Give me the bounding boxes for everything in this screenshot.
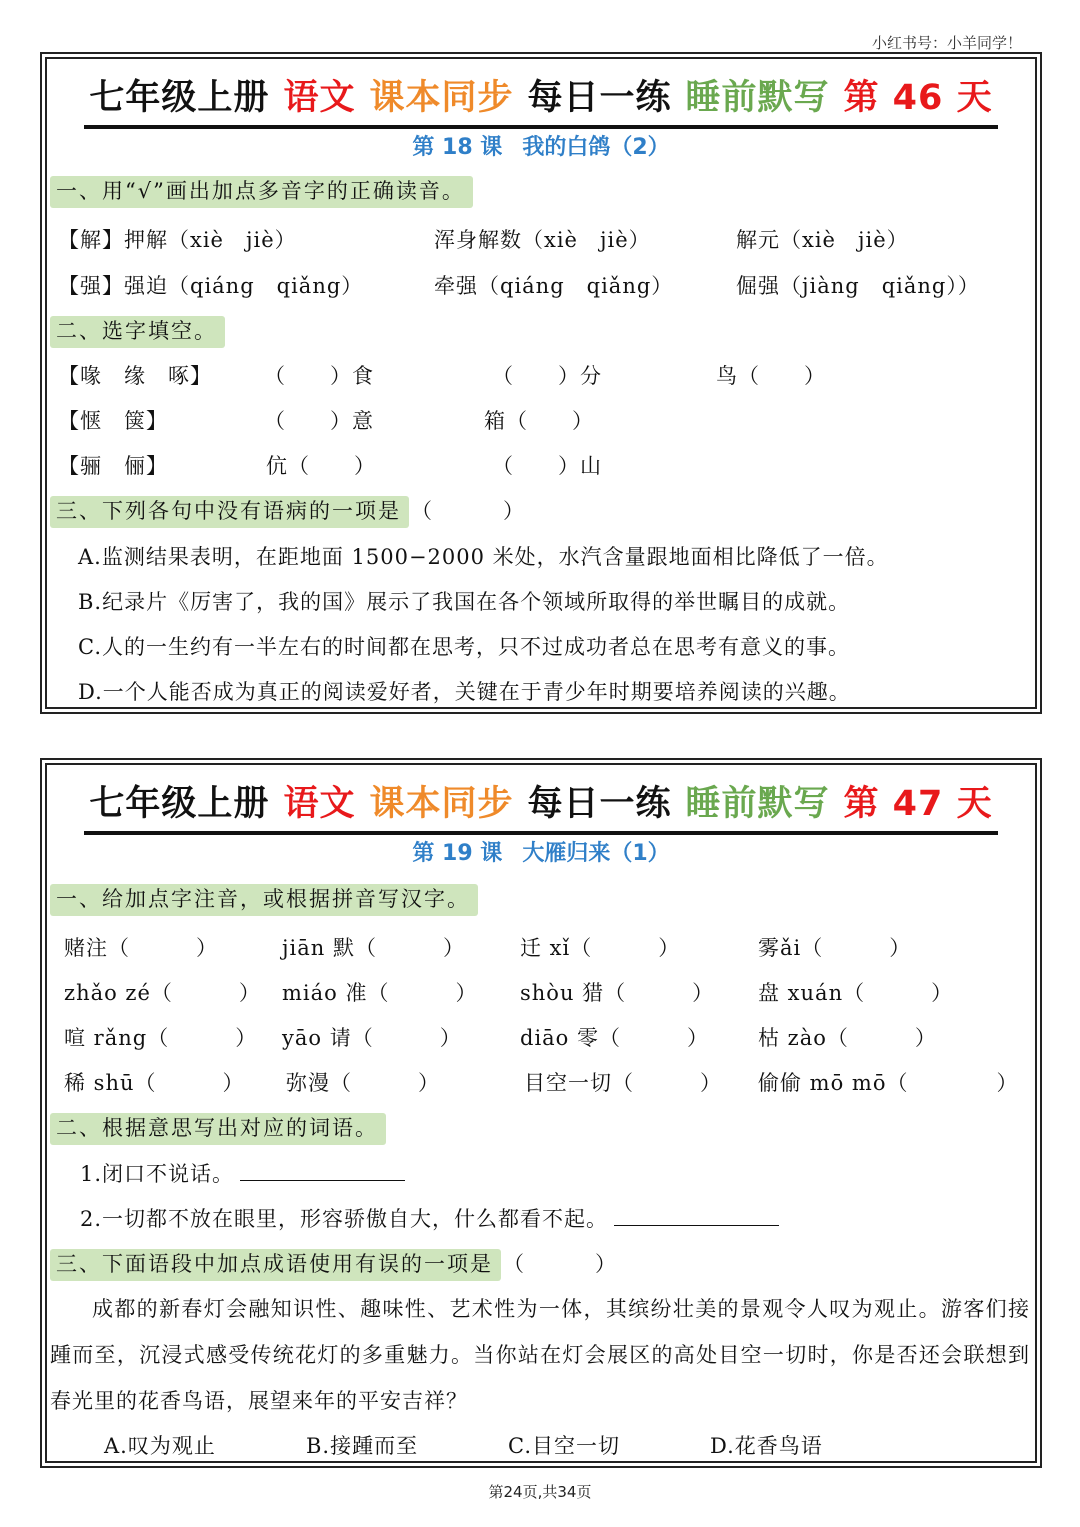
- s3-option-d: D.花香鸟语: [710, 1434, 823, 1458]
- day47-title: [42, 776, 1040, 826]
- s1-row1-col1: 【解】押解（xiè jiè）: [58, 228, 297, 252]
- lesson-name: 大雁归来（1）: [522, 841, 670, 866]
- lesson-name: 我的白鸽（2）: [522, 135, 670, 160]
- s1-r4-c2: 弥漫（ ）: [286, 1071, 440, 1095]
- s3-option-c: C.目空一切: [508, 1434, 620, 1458]
- s1-row2-col2: 牵强（qiáng qiǎng）: [434, 274, 674, 298]
- title-grade: 七年级上册: [89, 78, 270, 118]
- s3-passage: 成都的新春灯会融知识性、趣味性、艺术性为一体，其缤纷壮美的景观令人叹为观止。游客们接踵而至，沉浸式感受传统花灯的多重魅力。当你站在灯会展区的高处目空一切时，你是否还会联想到春光里的花香鸟语，展望来年的平安吉祥？: [50, 1297, 1030, 1413]
- s2-row1-col3: （ ）分: [492, 364, 602, 388]
- s1-r3-c3: diāo 零（ ）: [520, 1026, 709, 1050]
- day47-section2-heading: 二、根据意思写出对应的词语。: [50, 1112, 386, 1142]
- s1-r4-c1: 稀 shū（ ）: [64, 1071, 245, 1095]
- title-night: 睡前默写: [685, 784, 830, 824]
- lesson-number: 第 19 课: [412, 841, 503, 866]
- title-underline: [84, 125, 998, 129]
- s1-r4-c3: 目空一切（ ）: [524, 1071, 722, 1095]
- s2-item2: 2.一切都不放在眼里，形容骄傲自大，什么都看不起。: [80, 1203, 779, 1233]
- title-underline: [84, 831, 998, 835]
- answer-line[interactable]: [240, 1161, 405, 1181]
- day46-section3-heading: 三、下列各句中没有语病的一项是 （ ）: [50, 495, 526, 525]
- day46-card: [40, 52, 1042, 714]
- s2-row1-col1: 【喙 缘 啄】: [58, 364, 212, 388]
- day47-section1-heading: 一、给加点字注音，或根据拼音写汉字。: [50, 883, 478, 913]
- day46-section2-heading: 二、选字填空。: [50, 315, 225, 345]
- s2-row3-col2: 伉（ ）: [266, 454, 376, 478]
- s3-option-a: A.叹为观止: [104, 1434, 216, 1458]
- s2-row1-col2: （ ）食: [264, 364, 374, 388]
- s1-r3-c2: yāo 请（ ）: [282, 1026, 462, 1050]
- title-day: 第 47 天: [843, 784, 993, 824]
- s1-r1-c2: jiān 默（ ）: [282, 936, 465, 960]
- s2-row2-col1: 【惬 箧】: [58, 409, 168, 433]
- title-day: 第 46 天: [843, 78, 993, 118]
- s1-row2-col1: 【强】强迫（qiáng qiǎng）: [58, 274, 364, 298]
- s1-r1-c3: 迁 xǐ（ ）: [520, 936, 681, 960]
- s1-row1-col3: 解元（xiè jiè）: [736, 228, 909, 252]
- s1-r1-c4: 雾ǎi（ ）: [758, 936, 912, 960]
- s2-row2-col2: （ ）意: [264, 409, 374, 433]
- watermark: 小红书号：小羊同学！: [871, 34, 1022, 52]
- s2-row1-col4: 鸟（ ）: [716, 364, 826, 388]
- title-grade: 七年级上册: [89, 784, 270, 824]
- lesson-number: 第 18 课: [412, 135, 503, 160]
- s3-option-a: A.监测结果表明，在距地面 1500−2000 米处，水汽含量跟地面相比降低了一倍。: [78, 545, 889, 569]
- title-sync: 课本同步: [369, 784, 514, 824]
- answer-blank[interactable]: （ ）: [503, 1252, 618, 1276]
- s2-row3-col3: （ ）山: [492, 454, 602, 478]
- s1-r2-c2: miáo 准（ ）: [282, 981, 478, 1005]
- day46-section1-heading: 一、用“√”画出加点多音字的正确读音。: [50, 175, 473, 205]
- day47-section3-heading: 三、下面语段中加点成语使用有误的一项是 （ ）: [50, 1248, 618, 1278]
- s1-r2-c3: shòu 猎（ ）: [520, 981, 715, 1005]
- s2-item1: 1.闭口不说话。: [80, 1158, 405, 1188]
- day46-lesson: [42, 130, 1040, 161]
- s1-r2-c4: 盘 xuán（ ）: [758, 981, 954, 1005]
- s2-row3-col1: 【骊 俪】: [58, 454, 168, 478]
- s1-r2-c1: zhǎo zé（ ）: [64, 981, 261, 1005]
- s1-r3-c1: 喧 rǎng（ ）: [64, 1026, 258, 1050]
- s1-r1-c1: 赌注（ ）: [64, 936, 218, 960]
- page-footer: 第24页,共34页: [488, 1483, 592, 1501]
- s1-r3-c4: 枯 zào（ ）: [758, 1026, 937, 1050]
- s3-option-c: C.人的一生约有一半左右的时间都在思考，只不过成功者总在思考有意义的事。: [78, 635, 850, 659]
- s3-option-b: B.接踵而至: [306, 1434, 419, 1458]
- s3-option-d: D.一个人能否成为真正的阅读爱好者，关键在于青少年时期要培养阅读的兴趣。: [78, 680, 851, 704]
- title-night: 睡前默写: [685, 78, 830, 118]
- day47-card: [40, 758, 1042, 1468]
- answer-blank[interactable]: （ ）: [411, 499, 526, 523]
- s2-row2-col3: 箱（ ）: [484, 409, 594, 433]
- title-daily: 每日一练: [527, 784, 672, 824]
- day46-title: [42, 70, 1040, 120]
- answer-line[interactable]: [614, 1206, 779, 1226]
- title-subject: 语文: [283, 784, 356, 824]
- title-subject: 语文: [283, 78, 356, 118]
- title-sync: 课本同步: [369, 78, 514, 118]
- s1-row1-col2: 浑身解数（xiè jiè）: [434, 228, 651, 252]
- s1-row2-col3: 倔强（jiàng qiǎng））: [736, 274, 980, 298]
- day47-lesson: [42, 836, 1040, 867]
- s3-option-b: B.纪录片《厉害了，我的国》展示了我国在各个领域所取得的举世瞩目的成就。: [78, 590, 851, 614]
- title-daily: 每日一练: [527, 78, 672, 118]
- s1-r4-c4: 偷偷 mō mō（ ）: [758, 1071, 1019, 1095]
